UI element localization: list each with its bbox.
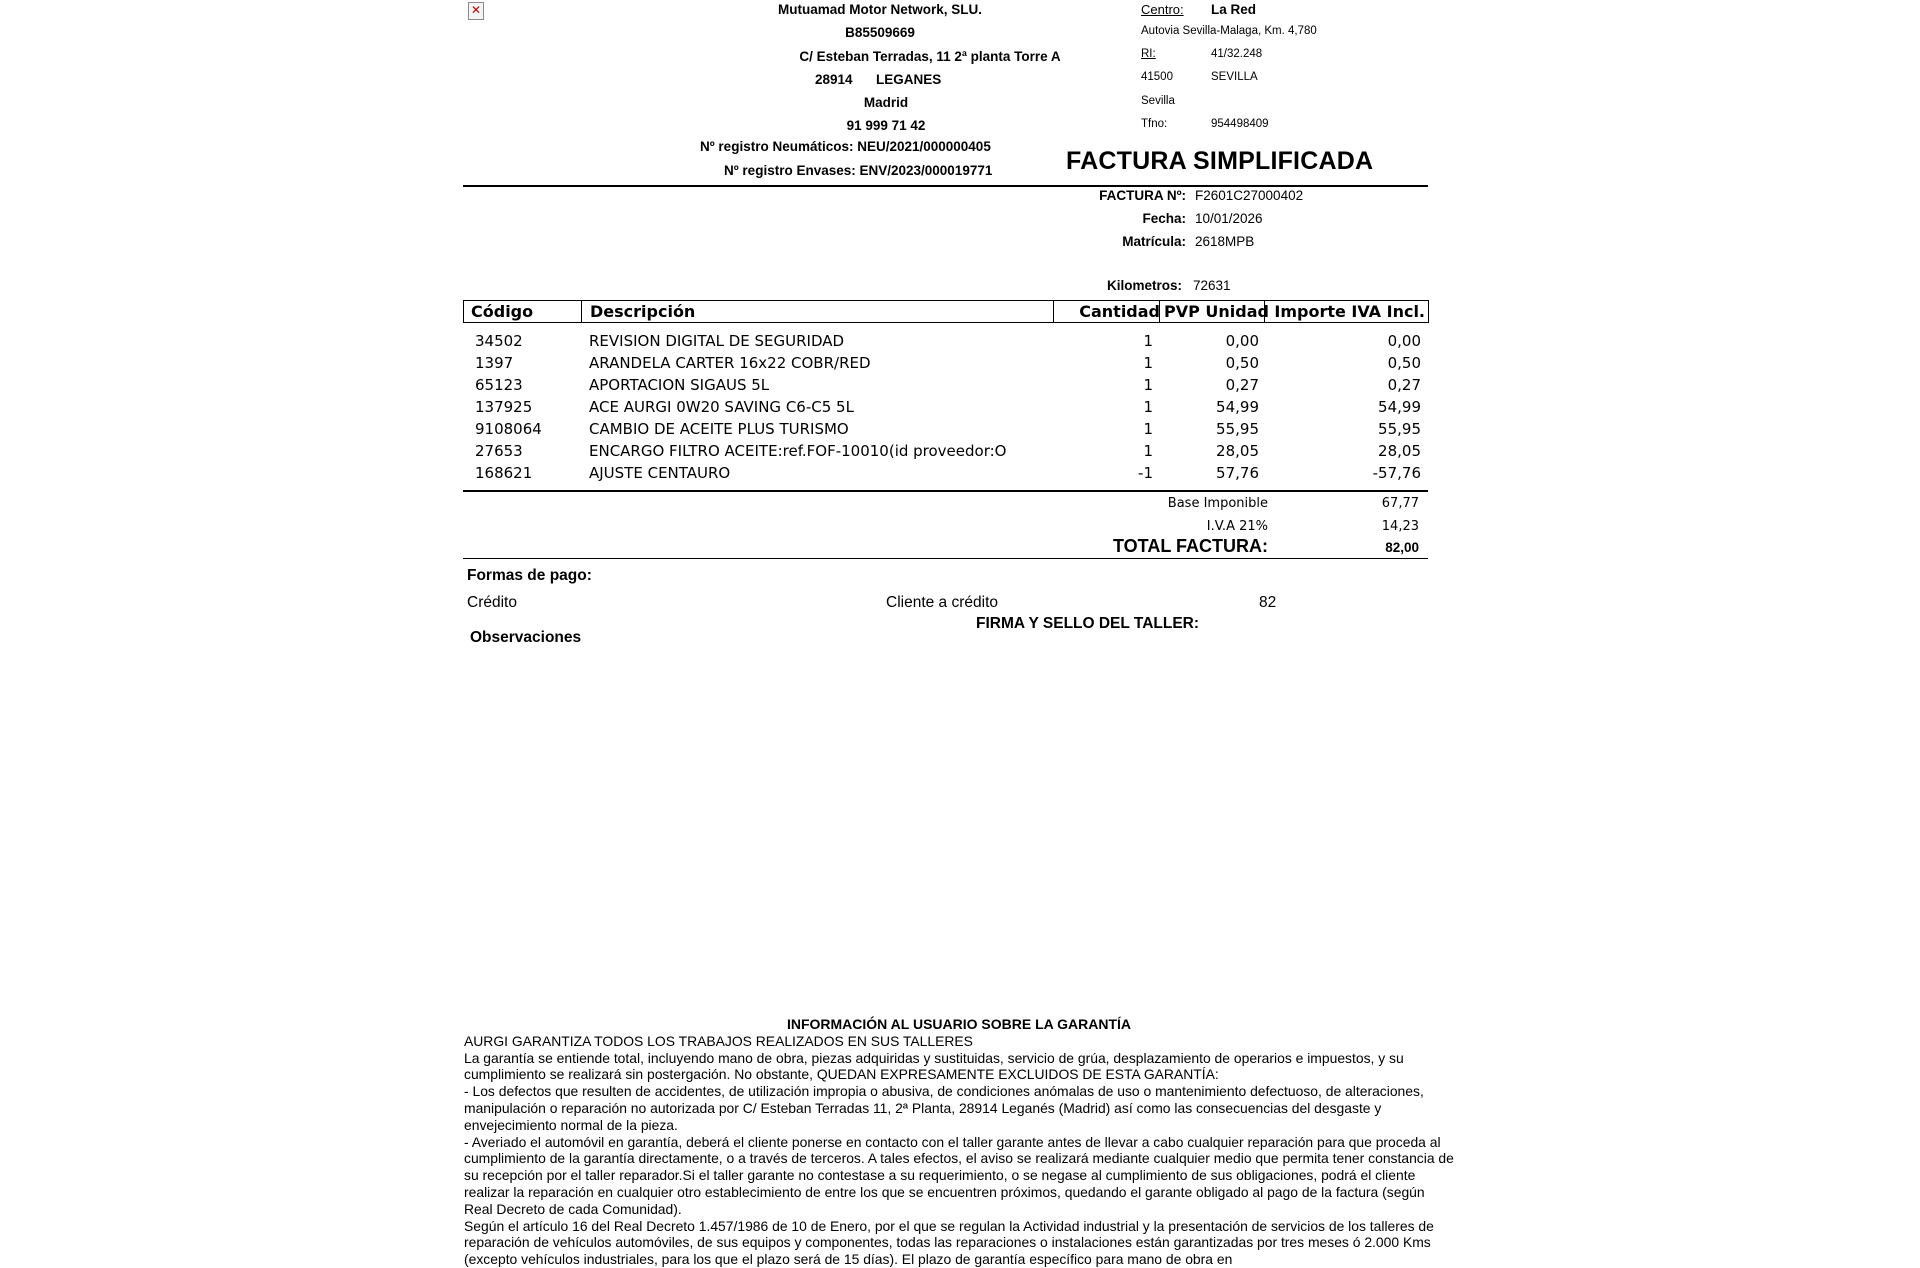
row-code: 65123 bbox=[475, 376, 523, 394]
row-description: ACE AURGI 0W20 SAVING C6-C5 5L bbox=[589, 398, 854, 416]
document-title: FACTURA SIMPLIFICADA bbox=[1066, 147, 1374, 175]
centro-name: La Red bbox=[1211, 2, 1257, 17]
reg-neumaticos: Nº registro Neumáticos: NEU/2021/000000405 bbox=[700, 139, 991, 154]
warranty-paragraph: - Averiado el automóvil en garantía, deberá el cliente ponerse en contacto con el taller garante antes de llevar a cabo cualquier reparación para que proceda al cumplimiento de la garantía directamente, o a través de terceros. A tales efectos, el aviso se realizará mediante cualquier medio que permita tener constancia de su recepción por el taller reparador.Si el taller garante no contestase a su requerimiento, o se negase al cumplimiento de sus obligaciones, podrá el cliente realizar la reparación en cualquier otro establecimiento de entre los que se encuentren próximos, quedando el garante obligado al pago de la factura (según Real Decreto de cada Comunidad). bbox=[464, 1133, 1454, 1217]
centro-phone: 954498409 bbox=[1211, 118, 1269, 130]
row-description: ENCARGO FILTRO ACEITE:ref.FOF-10010(id proveedor:O bbox=[589, 442, 1007, 460]
row-unit-price: 0,50 bbox=[1225, 354, 1259, 372]
company-cif: B85509669 bbox=[845, 25, 915, 40]
row-code: 34502 bbox=[475, 332, 523, 350]
invoice-date: 10/01/2026 bbox=[1195, 211, 1263, 226]
warranty-paragraph: Según el artículo 16 del Real Decreto 1.457/1986 de 10 de Enero, por el que se regulan la Actividad industrial y la presentación de servicios de los talleres de reparación de vehículos automóviles, de sus equipos y componentes, todas las reparaciones o instalaciones están garantizadas por tres meses ó 2.000 Kms (excepto vehículos industriales, para los que el plazo será de 15 días). El plazo de garantía específico para mano de obra en bbox=[464, 1217, 1434, 1268]
row-qty: 1 bbox=[1143, 376, 1153, 394]
header-divider bbox=[463, 185, 1428, 187]
col-separator bbox=[581, 300, 582, 322]
row-code: 137925 bbox=[475, 398, 533, 416]
broken-logo-image-icon: ✕ bbox=[468, 2, 484, 20]
col-header-unit-price: PVP Unidad bbox=[1164, 302, 1269, 321]
col-separator bbox=[1264, 300, 1265, 322]
signature-label: FIRMA Y SELLO DEL TALLER: bbox=[976, 615, 1200, 632]
col-header-amount: Importe IVA Incl. bbox=[1274, 302, 1425, 321]
row-amount: 55,95 bbox=[1378, 420, 1421, 438]
row-amount: 0,50 bbox=[1387, 354, 1421, 372]
centro-postal-code: 41500 bbox=[1141, 71, 1173, 83]
row-description: ARANDELA CARTER 16x22 COBR/RED bbox=[589, 354, 871, 372]
centro-province: Sevilla bbox=[1141, 95, 1175, 107]
company-city: LEGANES bbox=[876, 72, 942, 87]
row-amount: 0,27 bbox=[1387, 376, 1421, 394]
warranty-title: INFORMACIÓN AL USUARIO SOBRE LA GARANTÍA bbox=[786, 1016, 1132, 1032]
row-unit-price: 0,00 bbox=[1225, 332, 1259, 350]
col-header-description: Descripción bbox=[590, 302, 696, 321]
table-row bbox=[463, 462, 1429, 484]
table-row bbox=[463, 396, 1429, 418]
invoice-number-label: FACTURA Nº: bbox=[1099, 188, 1186, 203]
company-postal-code: 28914 bbox=[815, 72, 853, 87]
row-code: 27653 bbox=[475, 442, 523, 460]
row-amount: -57,76 bbox=[1372, 464, 1421, 482]
row-qty: -1 bbox=[1138, 464, 1153, 482]
warranty-paragraph: AURGI GARANTIZA TODOS LOS TRABAJOS REALIZADOS EN SUS TALLERES bbox=[464, 1032, 973, 1049]
col-separator bbox=[1159, 300, 1160, 322]
row-qty: 1 bbox=[1143, 332, 1153, 350]
row-unit-price: 55,95 bbox=[1216, 420, 1259, 438]
row-unit-price: 28,05 bbox=[1216, 442, 1259, 460]
company-name: Mutuamad Motor Network, SLU. bbox=[777, 2, 982, 17]
row-code: 168621 bbox=[475, 464, 533, 482]
col-separator bbox=[1053, 300, 1054, 322]
table-row bbox=[463, 330, 1429, 352]
row-qty: 1 bbox=[1143, 420, 1153, 438]
row-description: REVISION DIGITAL DE SEGURIDAD bbox=[589, 332, 845, 350]
centro-phone-label: Tfno: bbox=[1141, 118, 1168, 130]
table-bottom-divider bbox=[463, 490, 1428, 492]
row-description: APORTACION SIGAUS 5L bbox=[589, 376, 770, 394]
row-unit-price: 57,76 bbox=[1216, 464, 1259, 482]
centro-ri-label: RI: bbox=[1141, 48, 1156, 60]
totals-divider bbox=[463, 558, 1428, 559]
base-imponible-label: Base Imponible bbox=[1167, 496, 1268, 511]
reg-envases: Nº registro Envases: ENV/2023/000019771 bbox=[724, 163, 993, 178]
row-unit-price: 0,27 bbox=[1225, 376, 1259, 394]
payment-amount: 82 bbox=[1259, 594, 1277, 611]
table-row bbox=[463, 418, 1429, 440]
observations-label: Observaciones bbox=[470, 629, 582, 646]
company-address: C/ Esteban Terradas, 11 2ª planta Torre A bbox=[799, 49, 1061, 64]
invoice-plate: 2618MPB bbox=[1195, 234, 1255, 249]
table-row bbox=[463, 352, 1429, 374]
row-qty: 1 bbox=[1143, 354, 1153, 372]
table-row bbox=[463, 374, 1429, 396]
total-value: 82,00 bbox=[1385, 540, 1419, 555]
items-table-header bbox=[463, 300, 1429, 323]
payment-title: Formas de pago: bbox=[467, 567, 592, 584]
row-amount: 28,05 bbox=[1378, 442, 1421, 460]
payment-method: Crédito bbox=[467, 594, 517, 611]
iva-value: 14,23 bbox=[1381, 519, 1419, 534]
row-description: AJUSTE CENTAURO bbox=[589, 464, 731, 482]
row-amount: 0,00 bbox=[1387, 332, 1421, 350]
row-unit-price: 54,99 bbox=[1216, 398, 1259, 416]
warranty-paragraph: La garantía se entiende total, incluyendo mano de obra, piezas adquiridas y sustituidas, servicio de grúa, desplazamiento de operarios e impuestos, y su cumplimiento se realizará sin postergación. No obstante, QUEDAN EXPRESAMENTE EXCLUIDOS DE ESTA GARANTÍA: bbox=[464, 1049, 1404, 1083]
base-imponible-value: 67,77 bbox=[1381, 496, 1419, 511]
payment-description: Cliente a crédito bbox=[886, 594, 999, 611]
warranty-section bbox=[464, 1016, 1454, 1268]
invoice-km: 72631 bbox=[1193, 278, 1231, 293]
invoice-number: F2601C27000402 bbox=[1195, 188, 1304, 203]
col-header-qty: Cantidad bbox=[1079, 302, 1160, 321]
row-qty: 1 bbox=[1143, 442, 1153, 460]
invoice-date-label: Fecha: bbox=[1142, 211, 1186, 226]
col-header-code: Código bbox=[471, 302, 534, 321]
warranty-paragraph: - Los defectos que resulten de accidentes, de utilización impropia o abusiva, de condiciones anómalas de uso o mantenimiento defectuoso, de alteraciones, manipulación o reparación no autorizada por C/ Esteban Terradas 11, 2ª Planta, 28914 Leganés (Madrid) así como las consecuencias del desgaste y envejecimiento normal de la pieza. bbox=[464, 1083, 1424, 1133]
company-province: Madrid bbox=[863, 95, 909, 110]
centro-label: Centro: bbox=[1141, 2, 1184, 17]
row-description: CAMBIO DE ACEITE PLUS TURISMO bbox=[589, 420, 849, 438]
invoice-plate-label: Matrícula: bbox=[1122, 234, 1186, 249]
company-phone: 91 999 71 42 bbox=[846, 118, 926, 133]
centro-ri-value: 41/32.248 bbox=[1211, 48, 1263, 60]
centro-city: SEVILLA bbox=[1211, 71, 1258, 83]
invoice-km-label: Kilometros: bbox=[1106, 278, 1182, 293]
row-code: 9108064 bbox=[475, 420, 542, 438]
row-qty: 1 bbox=[1143, 398, 1153, 416]
iva-label: I.V.A 21% bbox=[1206, 519, 1268, 534]
row-amount: 54,99 bbox=[1378, 398, 1421, 416]
row-code: 1397 bbox=[475, 354, 514, 372]
table-row bbox=[463, 440, 1429, 462]
total-label: TOTAL FACTURA: bbox=[1113, 536, 1268, 556]
centro-address: Autovia Sevilla-Malaga, Km. 4,780 bbox=[1141, 25, 1317, 37]
